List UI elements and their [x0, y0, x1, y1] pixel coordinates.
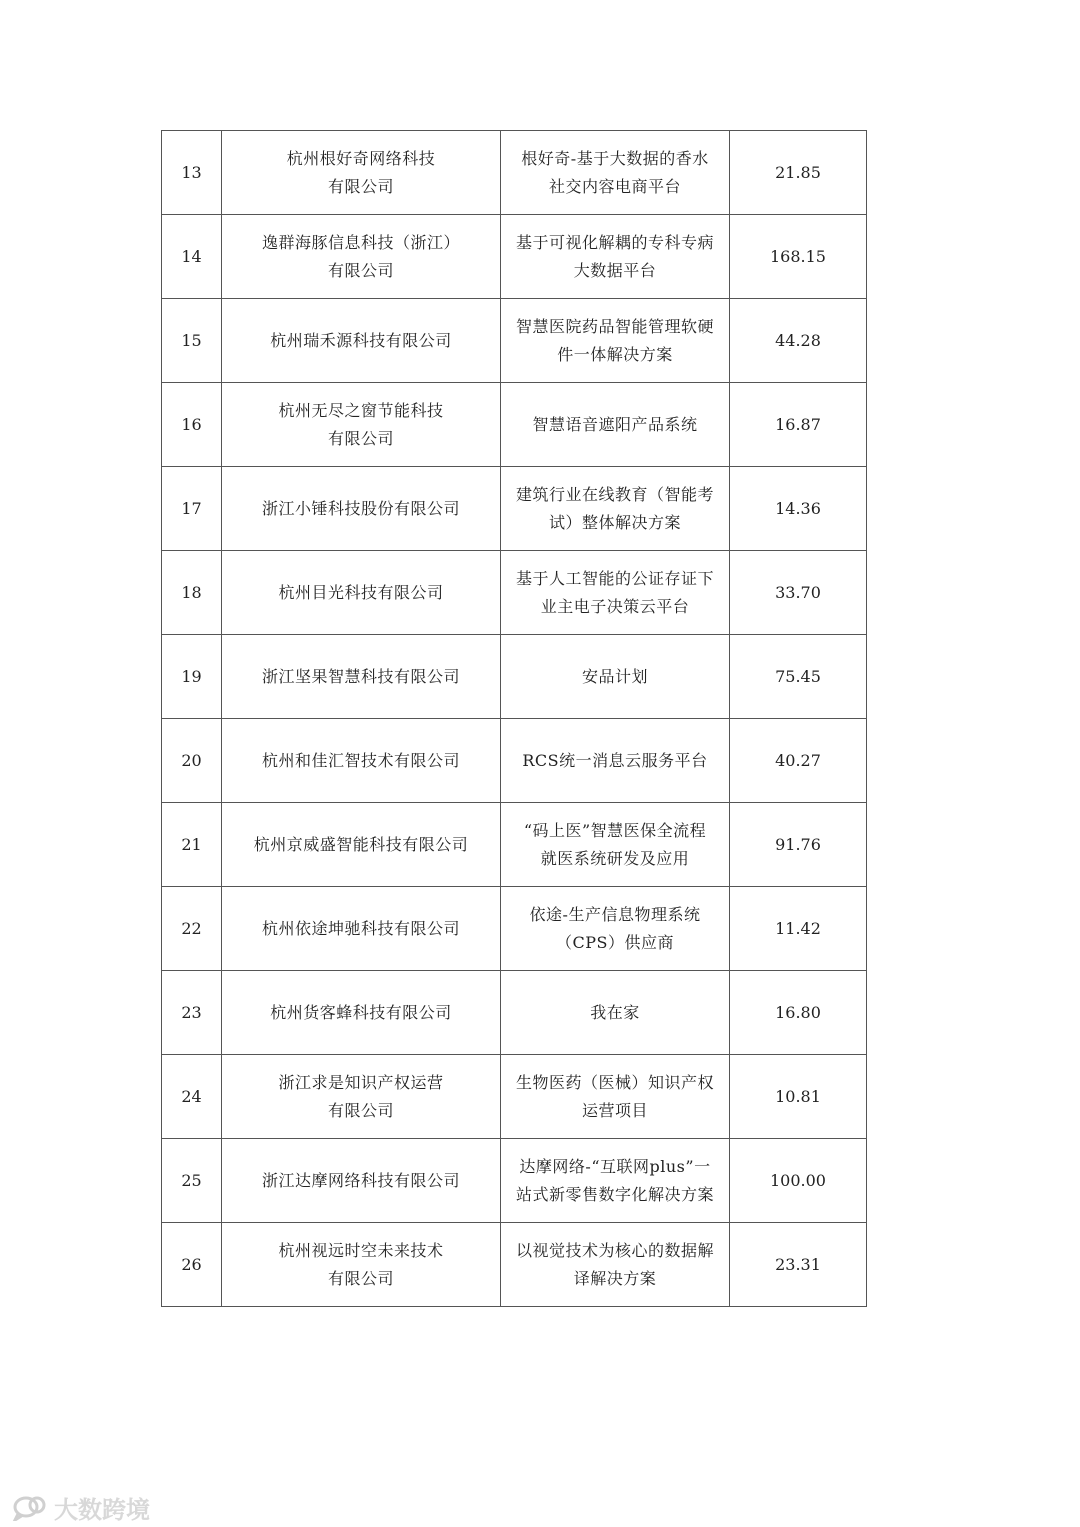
project-name-cell-line: 大数据平台 [573, 260, 657, 280]
project-name-cell-line: 建筑行业在线教育（智能考 [515, 484, 714, 504]
company-name-cell [222, 1055, 501, 1139]
project-name-cell [501, 299, 730, 383]
company-name-cell-line: 有限公司 [327, 1268, 394, 1288]
project-name-cell [501, 215, 730, 299]
row-number-cell: 23 [162, 971, 222, 1055]
row-number-cell: 19 [162, 635, 222, 719]
company-name-cell [222, 551, 501, 635]
table-row [162, 299, 867, 383]
row-number-cell: 15 [162, 299, 222, 383]
project-name-cell [501, 551, 730, 635]
project-name-cell-line: （CPS）供应商 [556, 932, 674, 952]
company-name-cell [222, 383, 501, 467]
amount-cell: 11.42 [730, 887, 867, 971]
project-name-cell-line: 件一体解决方案 [557, 344, 673, 364]
company-name-cell [222, 1139, 501, 1223]
company-name-cell-line: 逸群海豚信息科技（浙江） [261, 232, 460, 252]
amount-cell: 23.31 [730, 1223, 867, 1307]
amount-cell: 10.81 [730, 1055, 867, 1139]
company-name-cell [222, 131, 501, 215]
project-name-cell [501, 467, 730, 551]
project-name-cell-line: 社交内容电商平台 [548, 176, 681, 196]
company-name-cell-line: 杭州京威盛智能科技有限公司 [253, 834, 469, 854]
amount-cell: 21.85 [730, 131, 867, 215]
table-row [162, 215, 867, 299]
amount-cell: 100.00 [730, 1139, 867, 1223]
project-name-cell-line: 就医系统研发及应用 [540, 848, 690, 868]
company-name-cell-line: 杭州视远时空未来技术 [278, 1240, 444, 1260]
project-name-cell-line: 依途-生产信息物理系统 [529, 904, 701, 924]
project-name-cell-line: 业主电子决策云平台 [540, 596, 690, 616]
table-row [162, 1223, 867, 1307]
project-name-cell-line: 智慧医院药品智能管理软硬 [515, 316, 714, 336]
table-row [162, 1139, 867, 1223]
amount-cell: 44.28 [730, 299, 867, 383]
project-name-cell-line: RCS统一消息云服务平台 [522, 750, 708, 770]
project-name-cell-line: 试）整体解决方案 [548, 512, 681, 532]
project-name-cell [501, 1223, 730, 1307]
amount-cell: 168.15 [730, 215, 867, 299]
company-name-cell [222, 299, 501, 383]
project-name-cell [501, 383, 730, 467]
company-name-cell-line: 杭州和佳汇智技术有限公司 [261, 750, 460, 770]
amount-cell: 91.76 [730, 803, 867, 887]
project-name-cell [501, 1139, 730, 1223]
chat-bubble-logo-icon [12, 1495, 48, 1521]
row-number-cell: 25 [162, 1139, 222, 1223]
watermark [12, 1490, 150, 1525]
amount-cell: 33.70 [730, 551, 867, 635]
amount-cell: 14.36 [730, 467, 867, 551]
project-name-cell-line: 达摩网络-“互联网plus”一 [519, 1156, 711, 1176]
company-name-cell [222, 215, 501, 299]
row-number-cell: 13 [162, 131, 222, 215]
row-number-cell: 18 [162, 551, 222, 635]
table-row [162, 803, 867, 887]
company-name-cell [222, 887, 501, 971]
project-name-cell [501, 131, 730, 215]
company-name-cell-line: 浙江小锤科技股份有限公司 [261, 498, 460, 518]
amount-cell: 75.45 [730, 635, 867, 719]
row-number-cell: 26 [162, 1223, 222, 1307]
project-name-cell-line: 我在家 [590, 1002, 640, 1022]
project-name-cell-line: 基于人工智能的公证存证下 [515, 568, 714, 588]
company-name-cell-line: 杭州无尽之窗节能科技 [278, 400, 444, 420]
table-row [162, 635, 867, 719]
company-name-cell-line: 有限公司 [327, 260, 394, 280]
project-name-cell [501, 1055, 730, 1139]
company-name-cell-line: 杭州瑞禾源科技有限公司 [270, 330, 452, 350]
project-name-cell [501, 971, 730, 1055]
company-name-cell [222, 1223, 501, 1307]
project-name-cell-line: 译解决方案 [573, 1268, 657, 1288]
table-row [162, 467, 867, 551]
project-name-cell-line: 生物医药（医械）知识产权 [515, 1072, 714, 1092]
company-name-cell-line: 杭州根好奇网络科技 [286, 148, 436, 168]
company-name-cell-line: 浙江坚果智慧科技有限公司 [261, 666, 460, 686]
watermark-text: 大数跨境 [54, 1496, 150, 1524]
project-name-cell [501, 635, 730, 719]
company-name-cell [222, 971, 501, 1055]
table-row [162, 971, 867, 1055]
company-name-cell [222, 719, 501, 803]
project-name-cell-line: 以视觉技术为核心的数据解 [515, 1240, 714, 1260]
amount-cell: 16.87 [730, 383, 867, 467]
company-name-cell-line: 浙江求是知识产权运营 [278, 1072, 444, 1092]
company-name-cell-line: 杭州依途坤驰科技有限公司 [261, 918, 460, 938]
company-name-cell-line: 杭州目光科技有限公司 [278, 582, 444, 602]
row-number-cell: 14 [162, 215, 222, 299]
table-row [162, 383, 867, 467]
table-row [162, 719, 867, 803]
table-row [162, 887, 867, 971]
table-row [162, 131, 867, 215]
company-name-cell-line: 有限公司 [327, 1100, 394, 1120]
company-name-cell-line: 有限公司 [327, 176, 394, 196]
project-name-cell [501, 887, 730, 971]
row-number-cell: 21 [162, 803, 222, 887]
amount-cell: 16.80 [730, 971, 867, 1055]
row-number-cell: 22 [162, 887, 222, 971]
company-name-cell [222, 803, 501, 887]
table-row [162, 1055, 867, 1139]
company-name-cell [222, 467, 501, 551]
company-name-cell-line: 有限公司 [327, 428, 394, 448]
project-name-cell [501, 803, 730, 887]
row-number-cell: 16 [162, 383, 222, 467]
row-number-cell: 20 [162, 719, 222, 803]
project-name-cell-line: 安品计划 [581, 666, 648, 686]
company-name-cell-line: 杭州货客蜂科技有限公司 [270, 1002, 452, 1022]
table-body [162, 131, 867, 1307]
project-name-cell-line: 运营项目 [581, 1100, 648, 1120]
project-name-cell-line: 站式新零售数字化解决方案 [515, 1184, 714, 1204]
row-number-cell: 17 [162, 467, 222, 551]
row-number-cell: 24 [162, 1055, 222, 1139]
project-name-cell-line: 基于可视化解耦的专科专病 [515, 232, 714, 252]
amount-cell: 40.27 [730, 719, 867, 803]
company-name-cell-line: 浙江达摩网络科技有限公司 [261, 1170, 460, 1190]
project-name-cell-line: 根好奇-基于大数据的香水 [521, 148, 709, 168]
project-name-cell [501, 719, 730, 803]
company-name-cell [222, 635, 501, 719]
project-name-cell-line: “码上医”智慧医保全流程 [523, 820, 707, 840]
table-row [162, 551, 867, 635]
data-table [161, 130, 867, 1307]
project-name-cell-line: 智慧语音遮阳产品系统 [532, 414, 698, 434]
